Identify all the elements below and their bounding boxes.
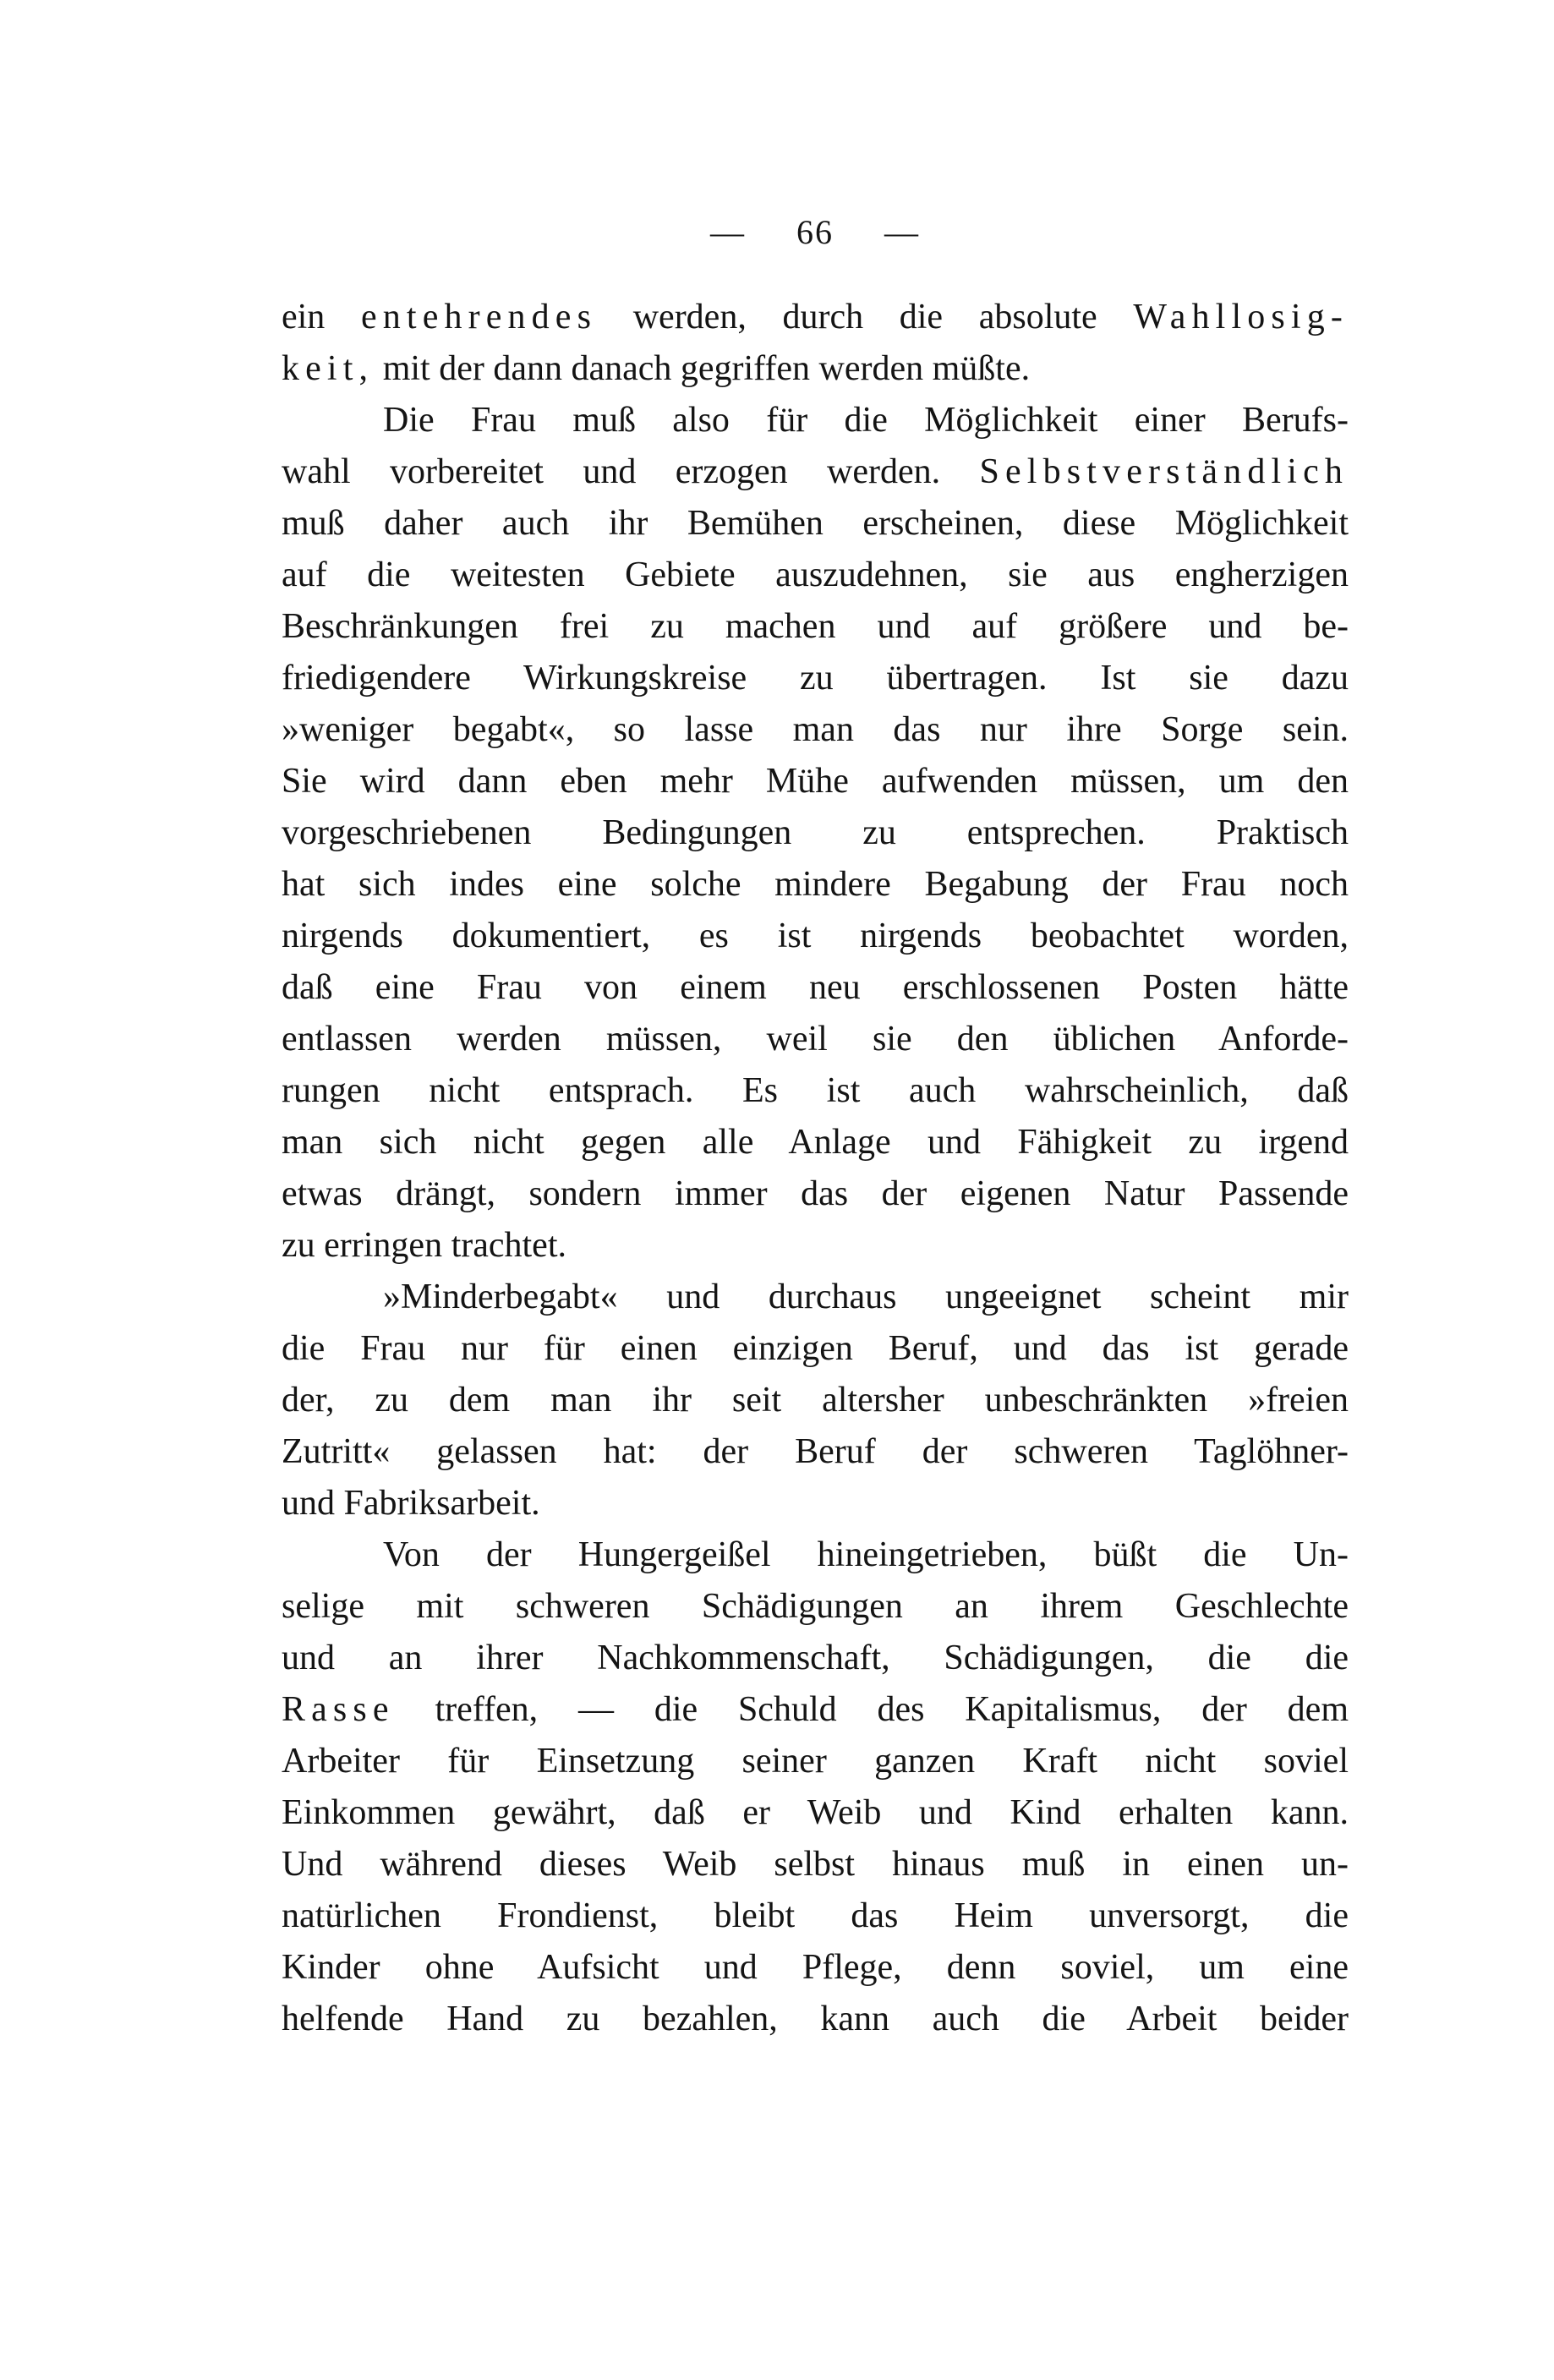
- text-segment: zu erringen trachtet.: [282, 1226, 566, 1265]
- text-segment: und an ihrer Nachkommenschaft, Schädigungen, die die: [282, 1639, 1349, 1677]
- text-line: [282, 343, 1349, 395]
- text-line: [282, 292, 1349, 343]
- text-segment: Einkommen gewährt, daß er Weib und Kind erhalten kann.: [282, 1793, 1349, 1832]
- text-segment: Von der Hungergeißel hineingetrieben, büßt die Un-: [383, 1535, 1349, 1574]
- text-line: [282, 1994, 1349, 2045]
- text-segment: werden, durch die absolute: [597, 298, 1134, 336]
- text-line: [282, 807, 1349, 859]
- text-segment: ein: [282, 298, 361, 336]
- text-segment: wahl vorbereitet und erzogen werden.: [282, 452, 980, 491]
- text-segment: der, zu dem man ihr seit altersher unbeschränkten »freien: [282, 1381, 1349, 1420]
- text-block: [282, 292, 1349, 2045]
- letterspaced-text: keit,: [282, 349, 375, 388]
- text-line: [282, 1065, 1349, 1117]
- text-segment: daß eine Frau von einem neu erschlossenen Posten hätte: [282, 968, 1349, 1007]
- text-segment: die Frau nur für einen einzigen Beruf, und das ist gerade: [282, 1329, 1349, 1368]
- text-line: [282, 962, 1349, 1014]
- text-line: [282, 653, 1349, 704]
- text-segment: rungen nicht entsprach. Es ist auch wahrscheinlich, daß: [282, 1071, 1349, 1110]
- text-segment: und Fabriksarbeit.: [282, 1484, 540, 1523]
- text-line: [282, 1736, 1349, 1787]
- text-line: [282, 1220, 1349, 1272]
- letterspaced-text: Selbstverständlich: [979, 452, 1349, 491]
- text-line: [282, 1633, 1349, 1684]
- text-segment: selige mit schweren Schädigungen an ihrem Geschlechte: [282, 1587, 1349, 1626]
- letterspaced-text: entehrendes: [360, 298, 598, 336]
- text-line: [282, 1117, 1349, 1168]
- text-segment: etwas drängt, sondern immer das der eigenen Natur Passende: [282, 1174, 1349, 1213]
- text-segment: nirgends dokumentiert, es ist nirgends beobachtet worden,: [282, 916, 1349, 955]
- letterspaced-text: Wahllosig-: [1133, 298, 1349, 336]
- text-segment: man sich nicht gegen alle Anlage und Fähigkeit zu irgend: [282, 1123, 1349, 1162]
- text-segment: treffen, — die Schuld des Kapitalismus, der dem: [394, 1690, 1349, 1729]
- text-line: [282, 1787, 1349, 1839]
- text-segment: »weniger begabt«, so lasse man das nur ihre Sorge sein.: [282, 710, 1349, 749]
- text-line: [282, 1323, 1349, 1375]
- text-line: [282, 1168, 1349, 1220]
- text-line: [282, 1890, 1349, 1942]
- text-segment: Arbeiter für Einsetzung seiner ganzen Kraft nicht soviel: [282, 1742, 1349, 1781]
- text-segment: auf die weitesten Gebiete auszudehnen, sie aus engherzigen: [282, 555, 1349, 594]
- text-line: [282, 859, 1349, 911]
- text-line: [282, 395, 1349, 446]
- text-segment: »Minderbegabt« und durchaus ungeeignet scheint mir: [383, 1278, 1349, 1316]
- text-line: [282, 704, 1349, 756]
- text-segment: vorgeschriebenen Bedingungen zu entsprechen. Praktisch: [282, 813, 1349, 852]
- text-line: [282, 756, 1349, 807]
- text-segment: mit der dann danach gegriffen werden müßte.: [374, 349, 1031, 388]
- text-line: [282, 1014, 1349, 1065]
- text-line: [282, 1272, 1349, 1323]
- text-line: [282, 1581, 1349, 1633]
- text-line: [282, 1839, 1349, 1890]
- text-line: [282, 1684, 1349, 1736]
- text-line: [282, 550, 1349, 601]
- text-segment: Sie wird dann eben mehr Mühe aufwenden müssen, um den: [282, 762, 1349, 801]
- text-line: [282, 446, 1349, 498]
- text-line: [282, 1375, 1349, 1426]
- text-line: [282, 1426, 1349, 1478]
- text-segment: Die Frau muß also für die Möglichkeit einer Berufs-: [383, 401, 1349, 440]
- text-segment: natürlichen Frondienst, bleibt das Heim unversorgt, die: [282, 1896, 1349, 1935]
- text-line: [282, 1942, 1349, 1994]
- text-segment: muß daher auch ihr Bemühen erscheinen, diese Möglichkeit: [282, 504, 1349, 543]
- page-number-header: — 66 —: [710, 213, 920, 251]
- text-segment: Kinder ohne Aufsicht und Pflege, denn soviel, um eine: [282, 1948, 1349, 1987]
- text-line: [282, 601, 1349, 653]
- text-segment: friedigendere Wirkungskreise zu übertragen. Ist sie dazu: [282, 659, 1349, 698]
- text-line: [282, 1529, 1349, 1581]
- text-line: [282, 911, 1349, 962]
- text-segment: Zutritt« gelassen hat: der Beruf der schweren Taglöhner-: [282, 1432, 1349, 1471]
- text-segment: Und während dieses Weib selbst hinaus muß in einen un-: [282, 1845, 1349, 1884]
- text-segment: hat sich indes eine solche mindere Begabung der Frau noch: [282, 865, 1349, 904]
- text-segment: Beschränkungen frei zu machen und auf größere und be-: [282, 607, 1349, 646]
- letterspaced-text: Rasse: [282, 1690, 395, 1729]
- text-line: [282, 1478, 1349, 1529]
- text-segment: helfende Hand zu bezahlen, kann auch die Arbeit beider: [282, 2000, 1349, 2038]
- text-line: [282, 498, 1349, 550]
- text-segment: entlassen werden müssen, weil sie den üblichen Anforde-: [282, 1020, 1349, 1059]
